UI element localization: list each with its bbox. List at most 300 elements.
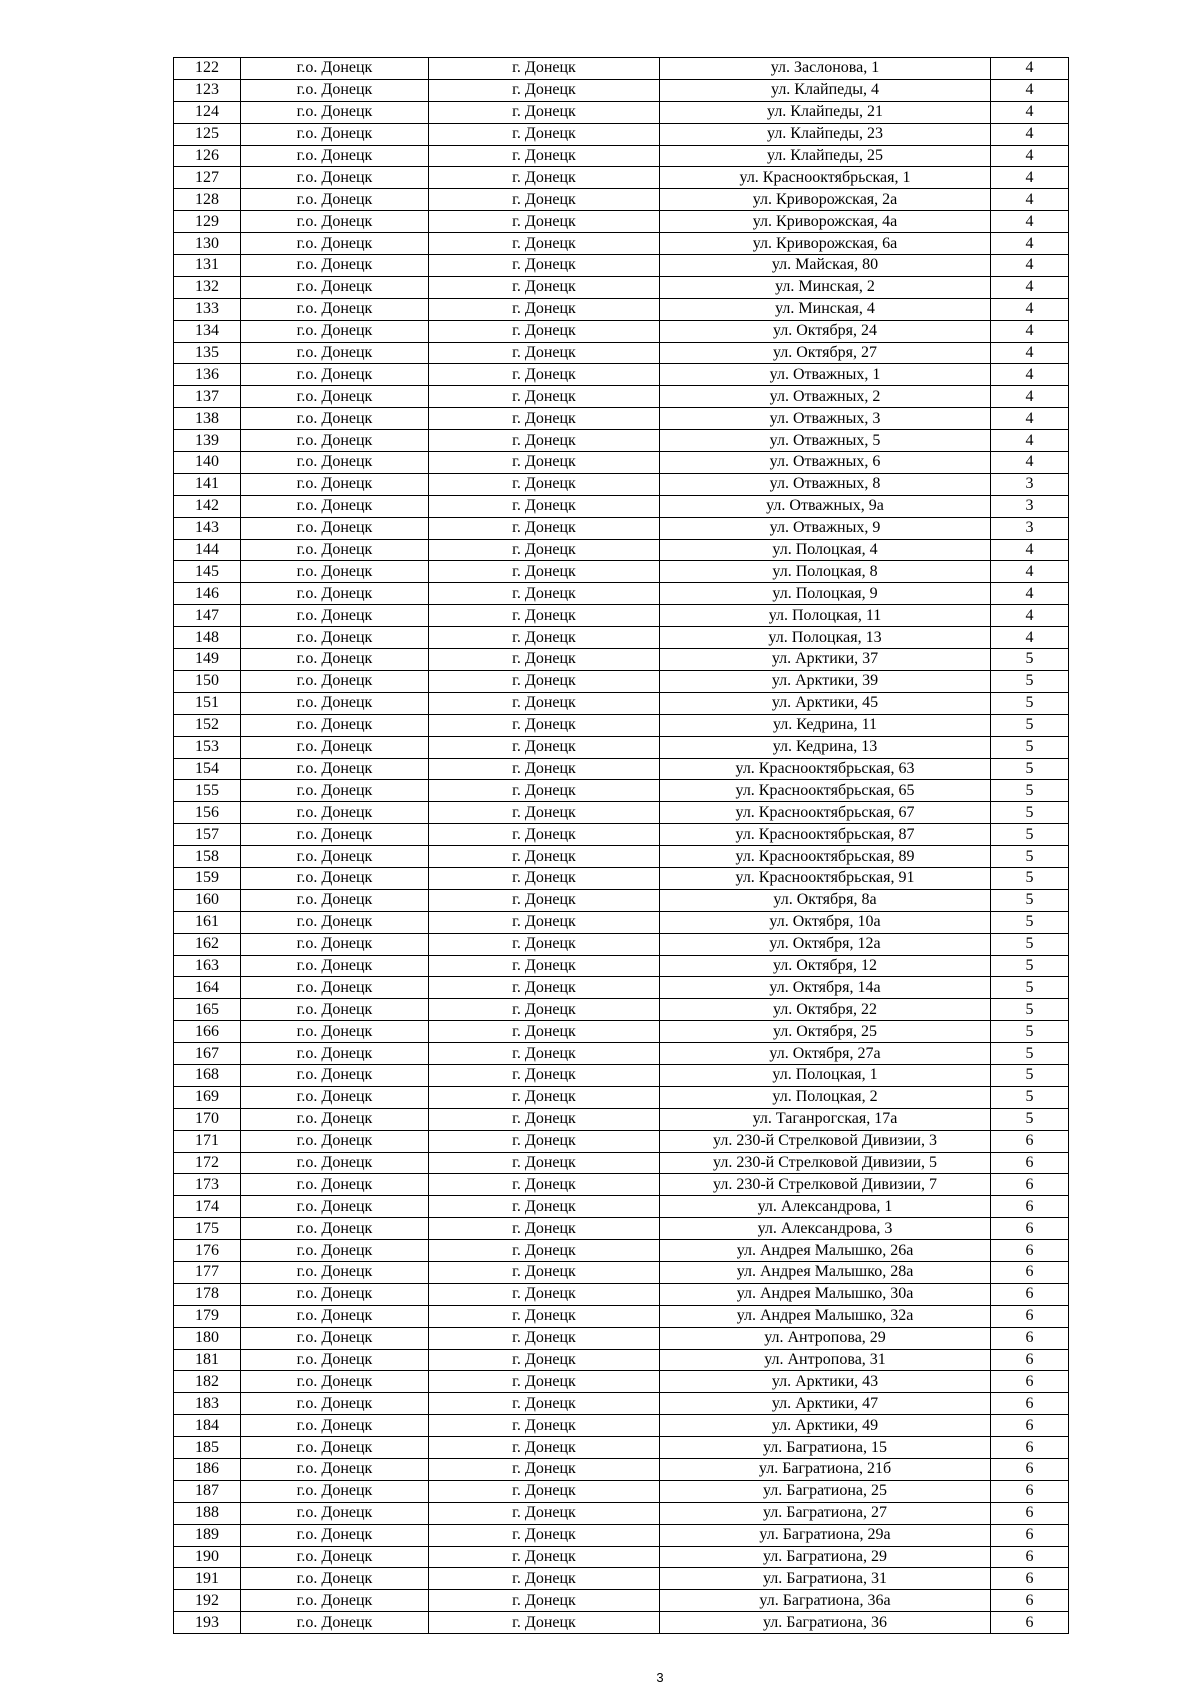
district-cell: г.о. Донецк	[241, 933, 429, 955]
table-row	[174, 1546, 1069, 1568]
value-cell: 6	[991, 1459, 1069, 1481]
row-number-cell: 152	[174, 714, 241, 736]
city-cell: г. Донецк	[429, 233, 660, 255]
value-cell: 4	[991, 561, 1069, 583]
row-number-cell: 183	[174, 1393, 241, 1415]
address-cell: ул. Багратиона, 15	[660, 1437, 991, 1459]
row-number-cell: 165	[174, 999, 241, 1021]
district-cell: г.о. Донецк	[241, 101, 429, 123]
table-row	[174, 867, 1069, 889]
value-cell: 4	[991, 430, 1069, 452]
city-cell: г. Донецк	[429, 758, 660, 780]
city-cell: г. Донецк	[429, 1502, 660, 1524]
table-row	[174, 758, 1069, 780]
city-cell: г. Донецк	[429, 1130, 660, 1152]
row-number-cell: 187	[174, 1480, 241, 1502]
value-cell: 5	[991, 1108, 1069, 1130]
row-number-cell: 175	[174, 1218, 241, 1240]
district-cell: г.о. Донецк	[241, 758, 429, 780]
district-cell: г.о. Донецк	[241, 649, 429, 671]
row-number-cell: 180	[174, 1327, 241, 1349]
value-cell: 5	[991, 670, 1069, 692]
city-cell: г. Донецк	[429, 145, 660, 167]
table-row	[174, 1174, 1069, 1196]
value-cell: 6	[991, 1327, 1069, 1349]
row-number-cell: 136	[174, 364, 241, 386]
value-cell: 4	[991, 58, 1069, 80]
value-cell: 5	[991, 889, 1069, 911]
address-cell: ул. Октября, 8а	[660, 889, 991, 911]
value-cell: 4	[991, 233, 1069, 255]
address-cell: ул. Александрова, 3	[660, 1218, 991, 1240]
table-row	[174, 889, 1069, 911]
table-row	[174, 233, 1069, 255]
value-cell: 4	[991, 320, 1069, 342]
city-cell: г. Донецк	[429, 1371, 660, 1393]
address-cell: ул. Полоцкая, 2	[660, 1086, 991, 1108]
district-cell: г.о. Донецк	[241, 1218, 429, 1240]
district-cell: г.о. Донецк	[241, 517, 429, 539]
address-cell: ул. Андрея Малышко, 26а	[660, 1240, 991, 1262]
value-cell: 6	[991, 1415, 1069, 1437]
address-table	[173, 57, 1069, 1634]
address-cell: ул. Отважных, 6	[660, 452, 991, 474]
table-row	[174, 495, 1069, 517]
district-cell: г.о. Донецк	[241, 145, 429, 167]
address-cell: ул. Кедрина, 11	[660, 714, 991, 736]
city-cell: г. Донецк	[429, 298, 660, 320]
city-cell: г. Донецк	[429, 1459, 660, 1481]
district-cell: г.о. Донецк	[241, 824, 429, 846]
row-number-cell: 156	[174, 802, 241, 824]
city-cell: г. Донецк	[429, 933, 660, 955]
table-row	[174, 933, 1069, 955]
row-number-cell: 158	[174, 846, 241, 868]
district-cell: г.о. Донецк	[241, 1021, 429, 1043]
district-cell: г.о. Донецк	[241, 1043, 429, 1065]
row-number-cell: 185	[174, 1437, 241, 1459]
city-cell: г. Донецк	[429, 211, 660, 233]
city-cell: г. Донецк	[429, 780, 660, 802]
city-cell: г. Донецк	[429, 189, 660, 211]
row-number-cell: 170	[174, 1108, 241, 1130]
row-number-cell: 138	[174, 408, 241, 430]
district-cell: г.о. Донецк	[241, 255, 429, 277]
value-cell: 4	[991, 189, 1069, 211]
city-cell: г. Донецк	[429, 1152, 660, 1174]
district-cell: г.о. Донецк	[241, 583, 429, 605]
district-cell: г.о. Донецк	[241, 123, 429, 145]
district-cell: г.о. Донецк	[241, 1108, 429, 1130]
value-cell: 6	[991, 1305, 1069, 1327]
row-number-cell: 134	[174, 320, 241, 342]
value-cell: 6	[991, 1502, 1069, 1524]
city-cell: г. Донецк	[429, 320, 660, 342]
row-number-cell: 178	[174, 1283, 241, 1305]
row-number-cell: 173	[174, 1174, 241, 1196]
district-cell: г.о. Донецк	[241, 1480, 429, 1502]
value-cell: 5	[991, 867, 1069, 889]
district-cell: г.о. Донецк	[241, 1174, 429, 1196]
district-cell: г.о. Донецк	[241, 452, 429, 474]
address-cell: ул. Антропова, 31	[660, 1349, 991, 1371]
address-cell: ул. Клайпеды, 21	[660, 101, 991, 123]
row-number-cell: 128	[174, 189, 241, 211]
address-cell: ул. Андрея Малышко, 30а	[660, 1283, 991, 1305]
city-cell: г. Донецк	[429, 1415, 660, 1437]
address-cell: ул. Краснооктябрьская, 1	[660, 167, 991, 189]
row-number-cell: 166	[174, 1021, 241, 1043]
city-cell: г. Донецк	[429, 1043, 660, 1065]
district-cell: г.о. Донецк	[241, 233, 429, 255]
row-number-cell: 127	[174, 167, 241, 189]
value-cell: 6	[991, 1349, 1069, 1371]
value-cell: 6	[991, 1240, 1069, 1262]
city-cell: г. Донецк	[429, 1305, 660, 1327]
value-cell: 3	[991, 495, 1069, 517]
city-cell: г. Донецк	[429, 561, 660, 583]
address-cell: ул. Заслонова, 1	[660, 58, 991, 80]
district-cell: г.о. Донецк	[241, 1196, 429, 1218]
table-row	[174, 211, 1069, 233]
address-cell: ул. Майская, 80	[660, 255, 991, 277]
row-number-cell: 193	[174, 1612, 241, 1634]
value-cell: 4	[991, 583, 1069, 605]
row-number-cell: 179	[174, 1305, 241, 1327]
value-cell: 6	[991, 1174, 1069, 1196]
table-row	[174, 736, 1069, 758]
district-cell: г.о. Донецк	[241, 867, 429, 889]
row-number-cell: 129	[174, 211, 241, 233]
value-cell: 4	[991, 123, 1069, 145]
city-cell: г. Донецк	[429, 955, 660, 977]
row-number-cell: 141	[174, 473, 241, 495]
district-cell: г.о. Донецк	[241, 320, 429, 342]
city-cell: г. Донецк	[429, 1437, 660, 1459]
district-cell: г.о. Донецк	[241, 561, 429, 583]
address-cell: ул. 230-й Стрелковой Дивизии, 5	[660, 1152, 991, 1174]
table-row	[174, 1261, 1069, 1283]
city-cell: г. Донецк	[429, 1174, 660, 1196]
value-cell: 3	[991, 517, 1069, 539]
address-cell: ул. Отважных, 3	[660, 408, 991, 430]
address-cell: ул. Краснооктябрьская, 65	[660, 780, 991, 802]
address-cell: ул. Багратиона, 29	[660, 1546, 991, 1568]
row-number-cell: 144	[174, 539, 241, 561]
row-number-cell: 191	[174, 1568, 241, 1590]
city-cell: г. Донецк	[429, 364, 660, 386]
address-cell: ул. Багратиона, 29а	[660, 1524, 991, 1546]
table-row	[174, 1612, 1069, 1634]
table-row	[174, 1480, 1069, 1502]
district-cell: г.о. Донецк	[241, 1502, 429, 1524]
district-cell: г.о. Донецк	[241, 495, 429, 517]
table-row	[174, 1371, 1069, 1393]
district-cell: г.о. Донецк	[241, 1086, 429, 1108]
district-cell: г.о. Донецк	[241, 1546, 429, 1568]
value-cell: 6	[991, 1152, 1069, 1174]
address-table-body	[174, 58, 1069, 1634]
value-cell: 6	[991, 1524, 1069, 1546]
table-row	[174, 1590, 1069, 1612]
value-cell: 4	[991, 167, 1069, 189]
value-cell: 6	[991, 1590, 1069, 1612]
district-cell: г.о. Донецк	[241, 780, 429, 802]
address-cell: ул. Клайпеды, 23	[660, 123, 991, 145]
row-number-cell: 164	[174, 977, 241, 999]
address-cell: ул. Андрея Малышко, 32а	[660, 1305, 991, 1327]
district-cell: г.о. Донецк	[241, 977, 429, 999]
city-cell: г. Донецк	[429, 1349, 660, 1371]
city-cell: г. Донецк	[429, 1064, 660, 1086]
address-cell: ул. Минская, 4	[660, 298, 991, 320]
table-row	[174, 189, 1069, 211]
table-row	[174, 1393, 1069, 1415]
address-cell: ул. Полоцкая, 4	[660, 539, 991, 561]
district-cell: г.о. Донецк	[241, 1393, 429, 1415]
address-cell: ул. Арктики, 39	[660, 670, 991, 692]
table-row	[174, 145, 1069, 167]
district-cell: г.о. Донецк	[241, 58, 429, 80]
row-number-cell: 169	[174, 1086, 241, 1108]
table-row	[174, 123, 1069, 145]
district-cell: г.о. Донецк	[241, 1152, 429, 1174]
city-cell: г. Донецк	[429, 911, 660, 933]
table-row	[174, 1152, 1069, 1174]
address-cell: ул. Краснооктябрьская, 67	[660, 802, 991, 824]
district-cell: г.о. Донецк	[241, 408, 429, 430]
row-number-cell: 168	[174, 1064, 241, 1086]
value-cell: 5	[991, 955, 1069, 977]
value-cell: 4	[991, 255, 1069, 277]
table-row	[174, 539, 1069, 561]
city-cell: г. Донецк	[429, 276, 660, 298]
address-cell: ул. Октября, 14а	[660, 977, 991, 999]
value-cell: 6	[991, 1480, 1069, 1502]
value-cell: 4	[991, 539, 1069, 561]
address-cell: ул. 230-й Стрелковой Дивизии, 7	[660, 1174, 991, 1196]
row-number-cell: 142	[174, 495, 241, 517]
value-cell: 6	[991, 1568, 1069, 1590]
value-cell: 4	[991, 298, 1069, 320]
address-cell: ул. Полоцкая, 13	[660, 627, 991, 649]
district-cell: г.о. Донецк	[241, 670, 429, 692]
value-cell: 5	[991, 1064, 1069, 1086]
table-row	[174, 1568, 1069, 1590]
row-number-cell: 186	[174, 1459, 241, 1481]
district-cell: г.о. Донецк	[241, 1327, 429, 1349]
city-cell: г. Донецк	[429, 1393, 660, 1415]
district-cell: г.о. Донецк	[241, 342, 429, 364]
value-cell: 5	[991, 758, 1069, 780]
table-row	[174, 911, 1069, 933]
row-number-cell: 143	[174, 517, 241, 539]
table-row	[174, 605, 1069, 627]
value-cell: 6	[991, 1437, 1069, 1459]
city-cell: г. Донецк	[429, 802, 660, 824]
row-number-cell: 171	[174, 1130, 241, 1152]
row-number-cell: 140	[174, 452, 241, 474]
table-row	[174, 430, 1069, 452]
address-cell: ул. Арктики, 43	[660, 1371, 991, 1393]
table-row	[174, 1524, 1069, 1546]
address-cell: ул. Багратиона, 36	[660, 1612, 991, 1634]
table-row	[174, 1021, 1069, 1043]
row-number-cell: 188	[174, 1502, 241, 1524]
value-cell: 6	[991, 1196, 1069, 1218]
address-cell: ул. Криворожская, 2а	[660, 189, 991, 211]
row-number-cell: 154	[174, 758, 241, 780]
row-number-cell: 182	[174, 1371, 241, 1393]
city-cell: г. Донецк	[429, 692, 660, 714]
row-number-cell: 161	[174, 911, 241, 933]
city-cell: г. Донецк	[429, 889, 660, 911]
value-cell: 6	[991, 1612, 1069, 1634]
district-cell: г.о. Донецк	[241, 276, 429, 298]
address-cell: ул. Краснооктябрьская, 91	[660, 867, 991, 889]
row-number-cell: 162	[174, 933, 241, 955]
address-cell: ул. Минская, 2	[660, 276, 991, 298]
address-cell: ул. Октября, 12	[660, 955, 991, 977]
table-row	[174, 1415, 1069, 1437]
city-cell: г. Донецк	[429, 79, 660, 101]
value-cell: 4	[991, 79, 1069, 101]
address-cell: ул. Клайпеды, 25	[660, 145, 991, 167]
district-cell: г.о. Донецк	[241, 79, 429, 101]
city-cell: г. Донецк	[429, 342, 660, 364]
address-cell: ул. Багратиона, 27	[660, 1502, 991, 1524]
city-cell: г. Донецк	[429, 1327, 660, 1349]
value-cell: 5	[991, 977, 1069, 999]
address-cell: ул. Октября, 27	[660, 342, 991, 364]
address-cell: ул. Арктики, 45	[660, 692, 991, 714]
row-number-cell: 184	[174, 1415, 241, 1437]
district-cell: г.о. Донецк	[241, 1568, 429, 1590]
table-row	[174, 1196, 1069, 1218]
district-cell: г.о. Донецк	[241, 999, 429, 1021]
district-cell: г.о. Донецк	[241, 1305, 429, 1327]
table-row	[174, 1043, 1069, 1065]
city-cell: г. Донецк	[429, 1568, 660, 1590]
address-cell: ул. Багратиона, 31	[660, 1568, 991, 1590]
value-cell: 4	[991, 408, 1069, 430]
district-cell: г.о. Донецк	[241, 473, 429, 495]
table-row	[174, 714, 1069, 736]
value-cell: 5	[991, 736, 1069, 758]
table-row	[174, 1437, 1069, 1459]
city-cell: г. Донецк	[429, 1196, 660, 1218]
district-cell: г.о. Донецк	[241, 1261, 429, 1283]
table-row	[174, 364, 1069, 386]
value-cell: 6	[991, 1218, 1069, 1240]
row-number-cell: 146	[174, 583, 241, 605]
address-cell: ул. Багратиона, 25	[660, 1480, 991, 1502]
row-number-cell: 122	[174, 58, 241, 80]
city-cell: г. Донецк	[429, 649, 660, 671]
value-cell: 4	[991, 101, 1069, 123]
address-cell: ул. Отважных, 5	[660, 430, 991, 452]
city-cell: г. Донецк	[429, 430, 660, 452]
row-number-cell: 135	[174, 342, 241, 364]
table-row	[174, 1064, 1069, 1086]
address-cell: ул. 230-й Стрелковой Дивизии, 3	[660, 1130, 991, 1152]
table-row	[174, 824, 1069, 846]
district-cell: г.о. Донецк	[241, 189, 429, 211]
row-number-cell: 139	[174, 430, 241, 452]
district-cell: г.о. Донецк	[241, 539, 429, 561]
city-cell: г. Донецк	[429, 1524, 660, 1546]
city-cell: г. Донецк	[429, 1590, 660, 1612]
address-cell: ул. Андрея Малышко, 28а	[660, 1261, 991, 1283]
value-cell: 5	[991, 780, 1069, 802]
table-row	[174, 276, 1069, 298]
row-number-cell: 150	[174, 670, 241, 692]
row-number-cell: 153	[174, 736, 241, 758]
table-row	[174, 79, 1069, 101]
district-cell: г.о. Донецк	[241, 430, 429, 452]
city-cell: г. Донецк	[429, 123, 660, 145]
row-number-cell: 137	[174, 386, 241, 408]
district-cell: г.о. Донецк	[241, 1064, 429, 1086]
table-row	[174, 1327, 1069, 1349]
city-cell: г. Донецк	[429, 824, 660, 846]
district-cell: г.о. Донецк	[241, 1459, 429, 1481]
table-row	[174, 320, 1069, 342]
value-cell: 5	[991, 649, 1069, 671]
value-cell: 5	[991, 802, 1069, 824]
city-cell: г. Донецк	[429, 1021, 660, 1043]
address-cell: ул. Октября, 25	[660, 1021, 991, 1043]
value-cell: 5	[991, 999, 1069, 1021]
address-cell: ул. Октября, 27а	[660, 1043, 991, 1065]
address-cell: ул. Октября, 24	[660, 320, 991, 342]
city-cell: г. Донецк	[429, 867, 660, 889]
city-cell: г. Донецк	[429, 605, 660, 627]
district-cell: г.о. Донецк	[241, 1349, 429, 1371]
row-number-cell: 163	[174, 955, 241, 977]
table-row	[174, 101, 1069, 123]
value-cell: 6	[991, 1130, 1069, 1152]
address-cell: ул. Отважных, 9	[660, 517, 991, 539]
row-number-cell: 172	[174, 1152, 241, 1174]
city-cell: г. Донецк	[429, 1218, 660, 1240]
row-number-cell: 126	[174, 145, 241, 167]
value-cell: 4	[991, 364, 1069, 386]
table-row	[174, 452, 1069, 474]
value-cell: 4	[991, 605, 1069, 627]
city-cell: г. Донецк	[429, 1261, 660, 1283]
district-cell: г.о. Донецк	[241, 1437, 429, 1459]
value-cell: 5	[991, 824, 1069, 846]
city-cell: г. Донецк	[429, 255, 660, 277]
row-number-cell: 190	[174, 1546, 241, 1568]
address-cell: ул. Краснооктябрьская, 63	[660, 758, 991, 780]
table-row	[174, 255, 1069, 277]
value-cell: 4	[991, 386, 1069, 408]
table-row	[174, 1459, 1069, 1481]
address-cell: ул. Багратиона, 36а	[660, 1590, 991, 1612]
address-cell: ул. Криворожская, 4а	[660, 211, 991, 233]
city-cell: г. Донецк	[429, 977, 660, 999]
city-cell: г. Донецк	[429, 167, 660, 189]
city-cell: г. Донецк	[429, 736, 660, 758]
table-row	[174, 999, 1069, 1021]
address-cell: ул. Полоцкая, 1	[660, 1064, 991, 1086]
row-number-cell: 147	[174, 605, 241, 627]
address-cell: ул. Арктики, 47	[660, 1393, 991, 1415]
district-cell: г.о. Донецк	[241, 627, 429, 649]
value-cell: 4	[991, 342, 1069, 364]
